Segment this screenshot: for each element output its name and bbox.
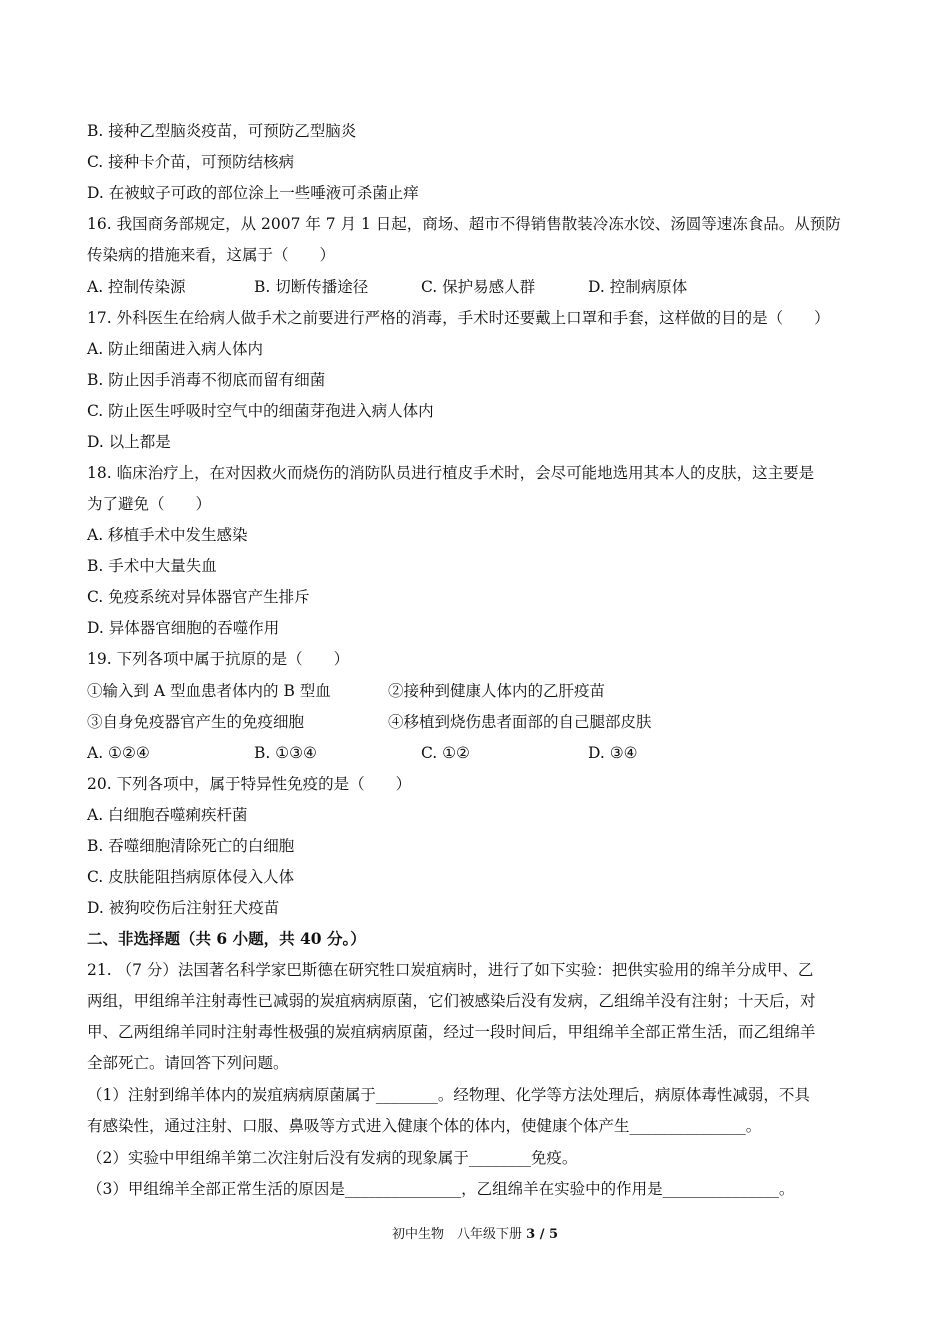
question-19-items-row-1 (87, 681, 867, 701)
option-a: A. 控制传染源 (87, 278, 186, 296)
question-20-option-b: B. 吞噬细胞清除死亡的白细胞 (87, 837, 295, 855)
option-b: B. ①③④ (254, 744, 317, 762)
question-20-option-c: C. 皮肤能阻挡病原体侵入人体 (87, 868, 295, 886)
line-15c: C. 接种卡介苗，可预防结核病 (87, 153, 295, 171)
footer-page-number: 3 / 5 (526, 1227, 559, 1242)
question-18-option-b: B. 手术中大量失血 (87, 557, 217, 575)
option-a: A. ①②④ (87, 744, 150, 762)
question-17-option-a: A. 防止细菌进入病人体内 (87, 340, 264, 358)
option-b: B. 切断传播途径 (254, 278, 369, 296)
item-2: ②接种到健康人体内的乙肝疫苗 (388, 682, 606, 700)
question-21-stem-4: 全部死亡。请回答下列问题。 (87, 1054, 289, 1072)
question-19-items-row-2 (87, 712, 867, 732)
question-18-stem-1: 18. 临床治疗上，在对因救火而烧伤的消防队员进行植皮手术时，会尽可能地选用其本人的皮肤，这主要是 (87, 464, 815, 482)
question-20-option-a: A. 白细胞吞噬痢疾杆菌 (87, 806, 248, 824)
question-18-option-a: A. 移植手术中发生感染 (87, 526, 248, 544)
question-20-stem: 20. 下列各项中，属于特异性免疫的是（ ） (87, 775, 412, 793)
question-17-option-b: B. 防止因手消毒不彻底而留有细菌 (87, 371, 326, 389)
item-1: ①输入到 A 型血患者体内的 B 型血 (87, 682, 331, 700)
question-18-stem-2: 为了避免（ ） (87, 495, 212, 513)
question-17-option-d: D. 以上都是 (87, 433, 171, 451)
option-d: D. 控制病原体 (588, 278, 688, 296)
question-16-stem-2: 传染病的措施来看，这属于（ ） (87, 246, 336, 264)
question-21-part-3: （3）甲组绵羊全部正常生活的原因是_______________，乙组绵羊在实验中的作用是_______________。 (87, 1180, 795, 1198)
option-c: C. ①② (421, 744, 470, 762)
question-21-stem-2: 两组，甲组绵羊注射毒性已减弱的炭疽病病原菌，它们被感染后没有发病，乙组绵羊没有注射；十天后，对 (87, 992, 816, 1010)
question-21-stem-1: 21. （7 分）法国著名科学家巴斯德在研究牲口炭疽病时，进行了如下实验：把供实验用的绵羊分成甲、乙 (87, 961, 814, 979)
section-heading: 二、非选择题（共 6 小题，共 40 分。） (87, 929, 366, 948)
question-20-option-d: D. 被狗咬伤后注射狂犬疫苗 (87, 899, 280, 917)
question-19-options (87, 743, 867, 763)
option-c: C. 保护易感人群 (421, 278, 536, 296)
item-3: ③自身免疫器官产生的免疫细胞 (87, 713, 305, 731)
question-18-option-c: C. 免疫系统对异体器官产生排斥 (87, 588, 310, 606)
question-21-part-2: （2）实验中甲组绵羊第二次注射后没有发病的现象属于________免疫。 (87, 1149, 578, 1167)
question-18-option-d: D. 异体器官细胞的吞噬作用 (87, 619, 280, 637)
question-17-stem: 17. 外科医生在给病人做手术之前要进行严格的消毒，手术时还要戴上口罩和手套，这样做的目的是（ ） (87, 309, 830, 327)
question-17-option-c: C. 防止医生呼吸时空气中的细菌芽孢进入病人体内 (87, 402, 434, 420)
footer-subject: 初中生物 八年级下册 (391, 1227, 522, 1242)
question-16-stem-1: 16. 我国商务部规定，从 2007 年 7 月 1 日起，商场、超市不得销售散装冷冻水饺、汤圆等速冻食品。从预防 (87, 215, 841, 233)
option-d: D. ③④ (588, 744, 638, 762)
question-16-options (87, 277, 867, 297)
page-footer (0, 1226, 950, 1244)
question-19-stem: 19. 下列各项中属于抗原的是（ ） (87, 650, 350, 668)
line-15d: D. 在被蚊子可政的部位涂上一些唾液可杀菌止痒 (87, 184, 419, 202)
question-21-part-1a: （1）注射到绵羊体内的炭疽病病原菌属于________。经物理、化学等方法处理后，病原体毒性减弱，不具 (87, 1086, 810, 1104)
item-4: ④移植到烧伤患者面部的自己腿部皮肤 (388, 713, 652, 731)
question-21-stem-3: 甲、乙两组绵羊同时注射毒性极强的炭疽病病原菌，经过一段时间后，甲组绵羊全部正常生活，而乙组绵羊 (87, 1023, 816, 1041)
line-15b: B. 接种乙型脑炎疫苗，可预防乙型脑炎 (87, 122, 357, 140)
question-21-part-1b: 有感染性，通过注射、口服、鼻吸等方式进入健康个体的体内，使健康个体产生_______________。 (87, 1117, 762, 1135)
